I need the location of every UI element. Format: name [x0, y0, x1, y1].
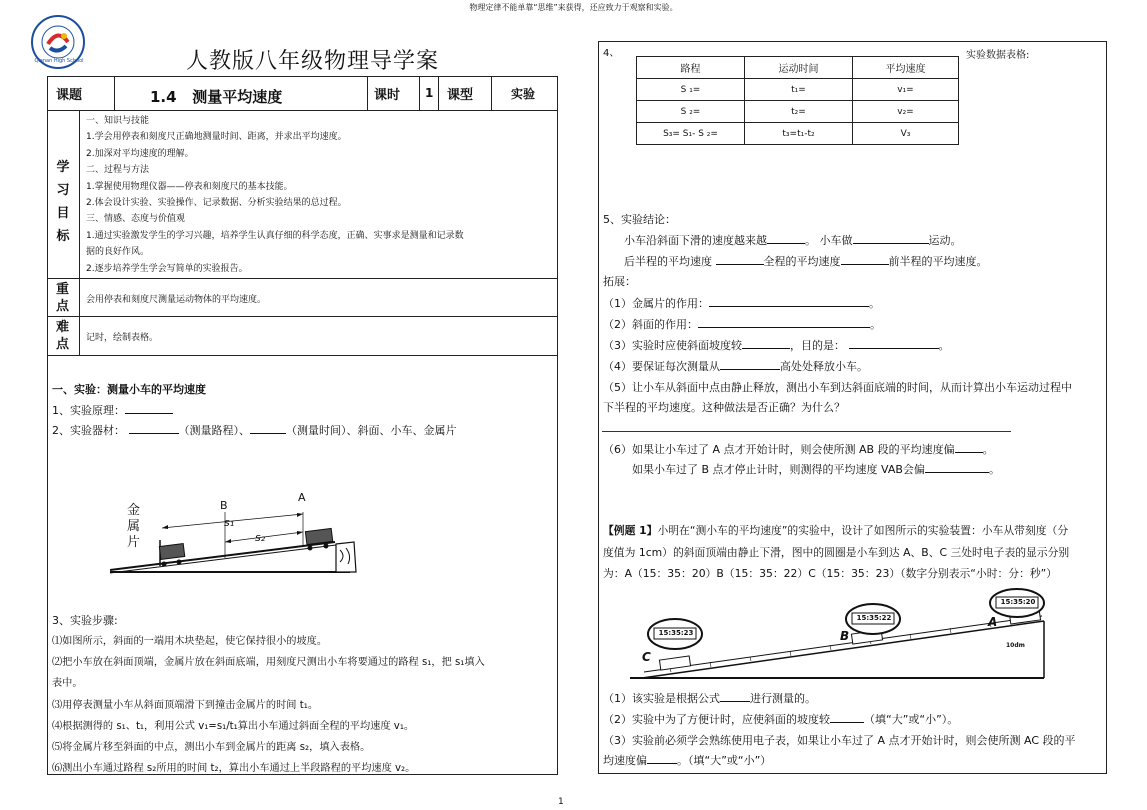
keypoint-text: 会用停表和刻度尺测量运动物体的平均速度。 — [86, 295, 267, 305]
topic-value: 1.4 测量平均速度 — [150, 88, 283, 106]
answer-blank[interactable] — [720, 690, 750, 702]
goal-line: 2.逐步培养学生学会写简单的实验报告。 — [86, 263, 248, 274]
table-cell[interactable]: S ₂= — [637, 101, 745, 123]
item4-label: 4、 — [603, 48, 620, 59]
table-cell[interactable]: v₂= — [853, 101, 959, 123]
equipment-line: 2、实验器材： （测量路程）、 （测量时间）、斜面、小车、金属片 — [52, 424, 457, 437]
answer-blank[interactable] — [250, 422, 286, 434]
goals-text — [86, 113, 464, 277]
table-header-cell: 运动时间 — [745, 57, 853, 79]
extension-item-3: （3）实验时应使斜面坡度较 ，目的是： 。 — [603, 339, 950, 352]
table-cell[interactable]: V₃ — [853, 123, 959, 145]
table-cell[interactable]: v₁= — [853, 79, 959, 101]
table-cell[interactable]: t₃=t₁-t₂ — [745, 123, 853, 145]
extension-item-6: （6）如果让小车过了 A 点才开始计时，则会使所测 AB 段的平均速度偏 。 — [603, 443, 994, 456]
goals-label: 学 习 目 标 — [56, 160, 70, 244]
ramp-unit: 10dm — [1006, 642, 1025, 649]
difficulty-label: 难 点 — [56, 320, 70, 352]
answer-blank[interactable] — [955, 441, 983, 453]
answer-line[interactable] — [602, 431, 1011, 432]
question-3: （3）实验前必须学会熟练使用电子表，如果让小车过了 A 点才开始计时，则会使所测 AC 段的平 均速度偏 。（填“大”或“小”） — [603, 734, 1076, 767]
answer-blank[interactable] — [716, 253, 764, 265]
clock-b: 15:35:22 — [856, 614, 892, 622]
table-header-cell: 路程 — [637, 57, 745, 79]
section1-title: 一、实验：测量小车的平均速度 — [52, 383, 206, 396]
extension-item-2: （2）斜面的作用： 。 — [603, 318, 881, 331]
answer-blank[interactable] — [925, 461, 989, 473]
answer-blank[interactable] — [647, 752, 677, 764]
ramp-label-c: C — [642, 650, 651, 664]
figure-label-s1: s₁ — [224, 516, 235, 529]
ramp-figure — [110, 490, 370, 582]
table-header-cell: 平均速度 — [853, 57, 959, 79]
step-item: ⑸将金属片移至斜面的中点，测出小车到金属片的距离 s₂，填入表格。 — [52, 742, 371, 754]
answer-blank[interactable] — [698, 316, 870, 328]
step-item: ⑴如图所示，斜面的一端用木块垫起，使它保持很小的坡度。 — [52, 636, 328, 647]
doc-title: 人教版八年级物理导学案 — [186, 49, 440, 74]
label-hours: 课时 — [374, 88, 401, 103]
goal-line: 据的良好作风。 — [86, 247, 150, 258]
answer-blank[interactable] — [767, 232, 805, 244]
figure-label-a: A — [298, 491, 306, 504]
answer-blank[interactable] — [125, 402, 173, 414]
answer-blank[interactable] — [853, 232, 929, 244]
example-tag: 【例题 1】 — [603, 524, 658, 537]
difficulty-text: 记时，绘制表格。 — [86, 333, 159, 343]
goal-line: 1.学会用停表和刻度尺正确地测量时间、距离，并求出平均速度。 — [86, 132, 347, 143]
type-value: 实验 — [511, 87, 536, 101]
question-2: （2）实验中为了方便计时，应使斜面的坡度较 （填“大”或“小”）。 — [603, 713, 959, 726]
clock-c: 15:35:23 — [658, 629, 694, 637]
step-item: ⑹测出小车通过路程 s₂所用的时间 t₂，算出小车通过上半段路程的平均速度 v₂。 — [52, 763, 416, 775]
table-cell[interactable]: S ₁= — [637, 79, 745, 101]
step-item: ⑵把小车放在斜面顶端，金属片放在斜面底端，用刻度尺测出小车将要通过的路程 s₁，把 s₁填入 — [52, 657, 485, 669]
table-cell[interactable]: S₃= S₁- S ₂= — [637, 123, 745, 145]
goal-line: 2.加深对平均速度的理解。 — [86, 148, 194, 159]
answer-blank[interactable] — [849, 337, 939, 349]
ramp-label-a: A — [988, 615, 998, 629]
step-item: 表中。 — [52, 678, 83, 690]
answer-blank[interactable] — [742, 337, 790, 349]
question-1: （1）该实验是根据公式 进行测量的。 — [603, 692, 816, 705]
table-cell[interactable]: t₂= — [745, 101, 853, 123]
extension-title: 拓展： — [603, 275, 636, 288]
conclusion-line-1: 小车沿斜面下滑的速度越来越 。 小车做 运动。 — [624, 234, 962, 247]
principle-line: 1、实验原理： — [52, 402, 173, 418]
extension-item-5: （5）让小车从斜面中点由静止释放，测出小车到达斜面底端的时间，从而计算出小车运动过程中 下半程的平均速度。这种做法是否正确？为什么？ — [603, 381, 1072, 414]
label-type: 课型 — [447, 88, 474, 103]
header-note: 物理定律不能单靠“思维”来获得，还应致力于观察和实验。 — [469, 3, 678, 12]
label-topic: 课题 — [56, 88, 83, 103]
goal-line: 1.掌握使用物理仪器——停表和刻度尺的基本技能。 — [86, 181, 293, 192]
goal-line: 1.通过实验激发学生的学习兴趣，培养学生认真仔细的科学态度，正确、实事求是测量和记录数 — [86, 230, 464, 241]
ramp-label-b: B — [840, 629, 850, 643]
goal-line: 2.体会设计实验、实验操作、记录数据、分析实验结果的总过程。 — [86, 198, 347, 209]
logo-text: Qianan High School — [34, 58, 84, 64]
steps-title: 3、实验步骤: — [52, 614, 118, 627]
answer-blank[interactable] — [129, 422, 179, 434]
extension-item-4: （4）要保证每次测量从 高处处释放小车。 — [603, 360, 868, 373]
figure-label-b: B — [220, 499, 228, 512]
goal-line: 二、过程与方法 — [86, 165, 150, 176]
goal-line: 一、知识与技能 — [86, 116, 150, 126]
data-table — [636, 56, 959, 145]
keypoint-label: 重 点 — [56, 282, 70, 314]
table-caption: 实验数据表格: — [966, 50, 1030, 61]
clock-a: 15:35:20 — [1000, 598, 1036, 606]
hours-value: 1 — [425, 86, 434, 100]
extension-item-6b: 如果小车过了 B 点才停止计时，则测得的平均速度 VAB会偏 。 — [632, 463, 1000, 476]
answer-blank[interactable] — [841, 253, 889, 265]
conclusion-title: 5、实验结论： — [603, 213, 676, 226]
figure-label-s2: s₂ — [255, 531, 266, 544]
goal-line: 三、情感、态度与价值观 — [86, 214, 186, 225]
answer-blank[interactable] — [720, 358, 780, 370]
example-text: 【例题 1】小明在“测小车的平均速度”的实验中，设计了如图所示的实验装置：小车从带刻度（分 度值为 1cm）的斜面顶端由静止下滑，图中的圆圈是小车到达 A、B、C 三处时电子表的显示分别 为：A（15：35：20）B（15：35：22）C（15：35：23）（数字分别表示“小时：分：秒”） — [603, 524, 1070, 580]
answer-blank[interactable] — [830, 711, 864, 723]
figure-label-metal: 金 属 片 — [127, 503, 141, 550]
table-cell[interactable]: t₁= — [745, 79, 853, 101]
step-item: ⑷根据测得的 s₁、t₁，利用公式 v₁=s₁/t₁算出小车通过斜面全程的平均速度 v₁。 — [52, 720, 415, 732]
answer-blank[interactable] — [709, 295, 869, 307]
steps-list — [52, 631, 485, 779]
extension-item-1: （1）金属片的作用： 。 — [603, 297, 880, 310]
step-item: ⑶用停表测量小车从斜面顶端滑下到撞击金属片的时间 t₁。 — [52, 699, 319, 711]
page-number: 1 — [558, 797, 564, 807]
conclusion-line-2: 后半程的平均速度 全程的平均速度 前半程的平均速度。 — [624, 255, 988, 268]
